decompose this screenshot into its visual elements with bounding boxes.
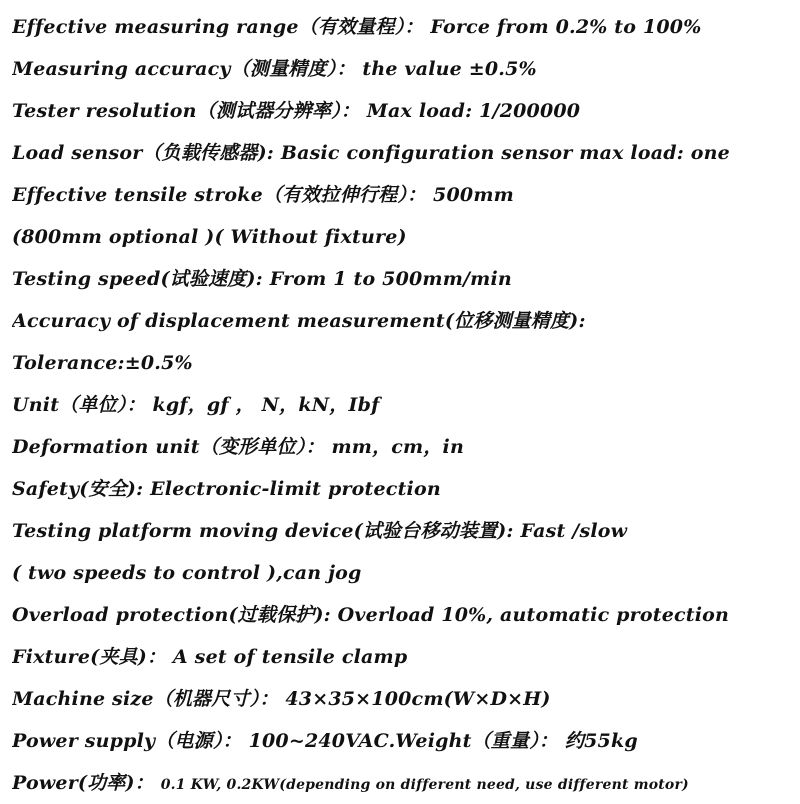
spec-line-measuring-accuracy: Measuring accuracy（测量精度）： the value ±0.5% [12,58,537,80]
spec-line-platform-speeds: ( two speeds to control ),can jog [12,562,362,584]
spec-line-tolerance: Tolerance:±0.5% [12,352,193,374]
spec-line-tensile-stroke: Effective tensile stroke（有效拉伸行程）： 500mm [12,184,514,206]
spec-line-tester-resolution: Tester resolution（测试器分辨率）： Max load: 1/200000 [12,100,581,122]
spec-line-fixture: Fixture(夹具)： A set of tensile clamp [12,646,408,668]
spec-line-power-supply: Power supply（电源）： 100~240VAC.Weight（重量）： 约55kg [12,730,638,752]
spec-line-power [12,762,800,804]
power-detail: 0.1 KW, 0.2KW(depending on different need, use different motor) [160,777,689,793]
spec-line-load-sensor: Load sensor（负载传感器): Basic configuration sensor max load: one [12,142,730,164]
spec-list [12,6,800,804]
spec-line-displacement-accuracy: Accuracy of displacement measurement(位移测量精度): [12,310,586,332]
spec-line-measuring-range: Effective measuring range（有效量程）： Force from 0.2% to 100% [12,16,702,38]
spec-line-overload-protection: Overload protection(过载保护): Overload 10%, automatic protection [12,604,730,626]
spec-line-stroke-optional: (800mm optional )( Without fixture) [12,226,407,248]
spec-line-machine-size: Machine size（机器尺寸）： 43×35×100cm(W×D×H) [12,688,551,710]
spec-line-deformation-unit: Deformation unit（变形单位）： mm，cm，in [12,436,464,458]
spec-line-safety: Safety(安全): Electronic-limit protection [12,478,441,500]
spec-line-testing-speed: Testing speed(试验速度): From 1 to 500mm/min [12,268,512,290]
spec-line-unit: Unit（单位）： kgf，gf ， N，kN，Ibf [12,394,380,416]
power-label: Power(功率)： [12,772,154,794]
spec-line-platform-device: Testing platform moving device(试验台移动装置): Fast /slow [12,520,628,542]
